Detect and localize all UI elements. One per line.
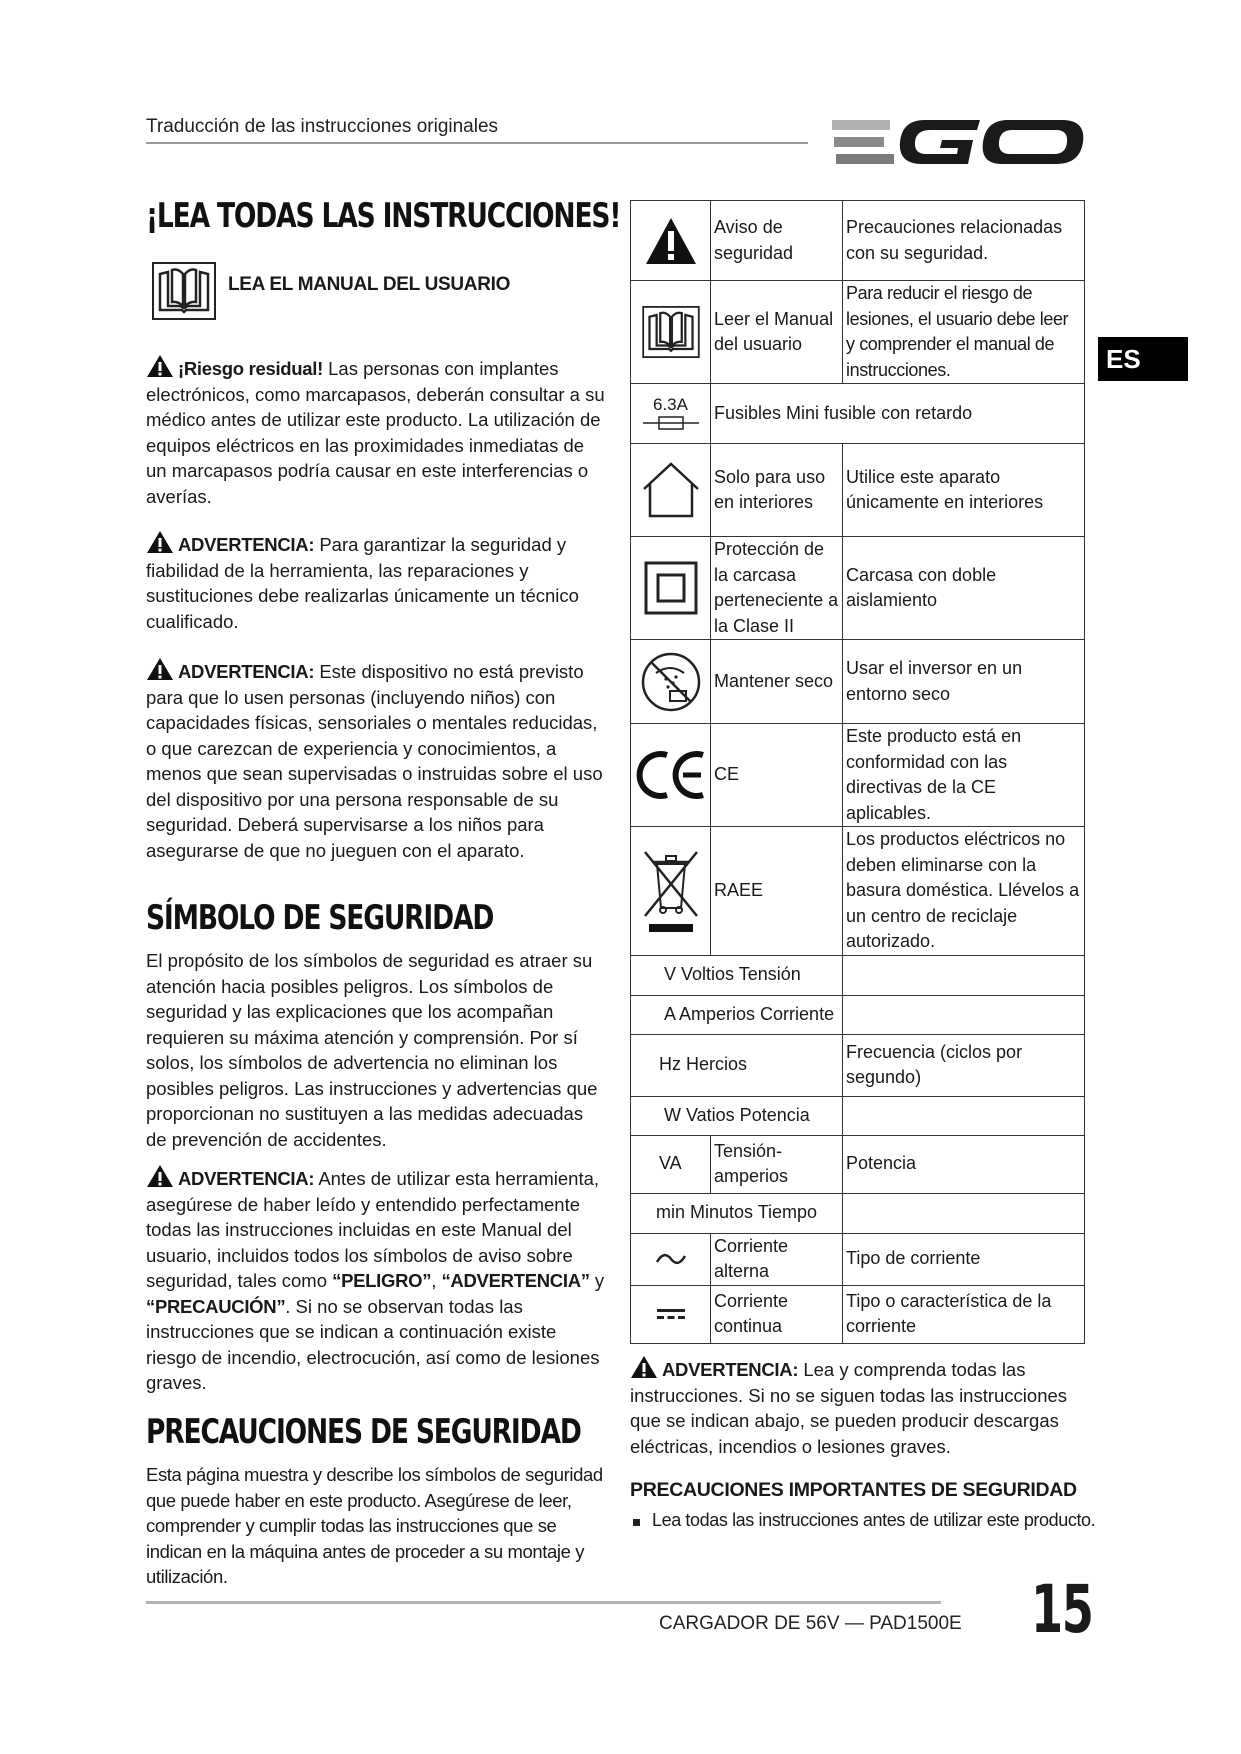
ac-wave-icon <box>654 1250 688 1268</box>
warning-triangle-icon <box>630 1355 658 1379</box>
symbol-name: Leer el Manual del usuario <box>711 281 843 384</box>
residual-text: Las personas con implantes electrónicos, como marcapasos, deberán consultar a su médico antes de utilizar este producto. La utilización de equipos eléctricos en las proximidades inmediatas de un marcapasos podría causar en este interferencias o averías. <box>146 358 605 507</box>
warning-triangle-icon <box>146 1164 174 1188</box>
table-row <box>631 384 1085 444</box>
fuse-icon <box>641 414 701 432</box>
symbol-name: Hz Hercios <box>631 1034 843 1096</box>
page-number: 15 <box>1031 1571 1093 1648</box>
footer-text: CARGADOR DE 56V — PAD1500E <box>659 1613 962 1634</box>
fuse-rating: 6.3A <box>653 394 688 414</box>
conjunction: y <box>594 1270 605 1291</box>
table-icon-cell <box>631 201 711 281</box>
language-tab: ES <box>1098 337 1188 381</box>
table-row <box>631 537 1085 640</box>
symbol-desc: Frecuencia (ciclos por segundo) <box>843 1034 1085 1096</box>
precautions-paragraph: Esta página muestra y describe los símbolos de seguridad que puede haber en este producto. Asegúrese de leer, comprender y cumplir todas las instrucciones que se indican en la máquina antes de proceder a su montaje y utilización. <box>146 1464 603 1587</box>
read-manual-icon <box>152 262 216 320</box>
symbol-name: min Minutos Tiempo <box>631 1193 843 1233</box>
warning-instructions-paragraph <box>630 1355 1085 1459</box>
read-manual-label: LEA EL MANUAL DEL USUARIO <box>228 274 511 295</box>
warning-text: Para garantizar la seguridad y fiabilidad de la herramienta, las reparaciones y sustituciones debe realizarlas únicamente un técnico cualificado. <box>146 534 579 632</box>
symbol-name: Corriente continua <box>711 1285 843 1343</box>
symbol-desc: Tipo de corriente <box>843 1233 1085 1285</box>
table-row <box>631 281 1085 384</box>
indoor-house-icon <box>640 461 702 519</box>
warning-triangle-icon <box>146 657 174 681</box>
residual-risk-paragraph <box>146 354 606 509</box>
table-row <box>631 444 1085 537</box>
symbol-desc <box>843 1193 1085 1233</box>
symbol-paragraph: El propósito de los símbolos de seguridad es atraer su atención hacia posibles peligros. Los símbolos de seguridad y las explicaciones que los acompañan requieren su máxima atención y comprensión. Por sí solos, los símbolos de advertencia no eliminan los posibles peligros. Las instrucciones y advertencias que proporcionan no sustituyen a las medidas adecuadas de prevención de accidentes. <box>146 950 598 1150</box>
warning-text-a: Antes de utilizar esta herramienta, asegúrese de haber leído y entendido perfectamente todas las instrucciones incluidas en este Manual del usuario, incluidos todos los símbolos de aviso sobre seguridad, tales como <box>146 1168 600 1291</box>
table-row <box>631 1285 1085 1343</box>
warning-label: ADVERTENCIA: <box>178 661 315 682</box>
table-row <box>631 1034 1085 1096</box>
table-row <box>631 1096 1085 1135</box>
warning-triangle-icon <box>146 354 174 378</box>
table-row <box>631 201 1085 281</box>
ce-mark-icon <box>635 749 707 801</box>
safety-symbol-table <box>630 200 1085 1344</box>
symbol-name: Mantener seco <box>711 640 843 724</box>
warning-label: ADVERTENCIA: <box>662 1359 799 1380</box>
signal-word-peligro: “PELIGRO” <box>332 1270 432 1291</box>
symbol-name: Protección de la carcasa perteneciente a la Clase II <box>711 537 843 640</box>
title-safety-symbol: SÍMBOLO DE SEGURIDAD <box>146 898 494 938</box>
warning-persons-paragraph <box>146 657 606 863</box>
symbol-desc: Tipo o característica de la corriente <box>843 1285 1085 1343</box>
symbol-desc <box>843 955 1085 995</box>
symbol-name: A Amperios Corriente <box>631 995 843 1034</box>
symbol-abbrev: VA <box>631 1135 711 1193</box>
symbol-desc <box>843 1096 1085 1135</box>
symbol-desc: Carcasa con doble aislamiento <box>843 537 1085 640</box>
warning-read-paragraph <box>146 1164 606 1396</box>
symbol-name: Fusibles Mini fusible con retardo <box>711 384 1085 444</box>
table-row <box>631 1233 1085 1285</box>
warning-text: Lea y comprenda todas las instrucciones. Si no se siguen todas las instrucciones que se indican abajo, se pueden producir descargas eléctricas, incendios o lesiones graves. <box>630 1359 1068 1457</box>
symbol-name: Aviso de seguridad <box>711 201 843 281</box>
symbol-desc: Para reducir el riesgo de lesiones, el usuario debe leer y comprender el manual de instrucciones. <box>843 281 1085 384</box>
symbol-name: Tensión-amperios <box>711 1135 843 1193</box>
symbol-desc: Precauciones relacionadas con su seguridad. <box>843 201 1085 281</box>
header-rule <box>146 142 808 144</box>
warning-label: ADVERTENCIA: <box>178 534 315 555</box>
class-ii-icon <box>643 560 699 616</box>
ego-logo <box>830 112 1090 172</box>
symbol-desc: Utilice este aparato únicamente en interiores <box>843 444 1085 537</box>
symbol-desc: Este producto está en conformidad con las directivas de la CE aplicables. <box>843 724 1085 827</box>
table-row <box>631 640 1085 724</box>
warning-text: Este dispositivo no está previsto para que lo usen personas (incluyendo niños) con capacidades físicas, sensoriales o mentales reducidas, o que carezcan de experiencia y conocimientos, a menos que sean supervisadas o instruidas sobre el uso del dispositivo por una persona responsable de su seguridad. Deberá supervisarse a los niños para asegurarse de que no jueguen con el aparato. <box>146 661 603 861</box>
symbol-name: RAEE <box>711 827 843 956</box>
table-row <box>631 995 1085 1034</box>
keep-dry-icon <box>640 651 702 713</box>
table-row <box>631 1193 1085 1233</box>
warning-triangle-icon <box>146 530 174 554</box>
warning-text-b: . Si no se observan todas las instrucciones que se indican a continuación existe riesgo de incendio, electrocución, así como de lesiones graves. <box>146 1295 600 1393</box>
title-read-instructions: ¡LEA TODAS LAS INSTRUCCIONES! <box>146 196 621 236</box>
dc-icon <box>654 1305 688 1323</box>
symbol-desc: Usar el inversor en un entorno seco <box>843 640 1085 724</box>
table-row <box>631 1135 1085 1193</box>
warning-label: ADVERTENCIA: <box>178 1168 315 1189</box>
list-item: Lea todas las instrucciones antes de utilizar este producto. <box>630 1510 1100 1531</box>
symbol-name: W Vatios Potencia <box>631 1096 843 1135</box>
symbol-desc: Los productos eléctricos no deben eliminarse con la basura doméstica. Llévelos a un centro de reciclaje autorizado. <box>843 827 1085 956</box>
symbol-desc: Potencia <box>843 1135 1085 1193</box>
title-safety-precautions: PRECAUCIONES DE SEGURIDAD <box>146 1412 581 1452</box>
weee-bin-icon <box>639 844 703 938</box>
warning-triangle-icon <box>644 216 698 266</box>
table-row <box>631 724 1085 827</box>
symbol-name: Corriente alterna <box>711 1233 843 1285</box>
header-text: Traducción de las instrucciones originales <box>146 116 499 137</box>
signal-word-advertencia: “ADVERTENCIA” <box>441 1270 590 1291</box>
signal-word-precaucion: “PRECAUCIÓN” <box>146 1295 286 1317</box>
comma: , <box>431 1270 437 1291</box>
residual-label: ¡Riesgo residual! <box>178 358 323 379</box>
warning-repair-paragraph <box>146 530 606 634</box>
important-precautions-title: PRECAUCIONES IMPORTANTES DE SEGURIDAD <box>630 1479 1077 1501</box>
symbol-name: V Voltios Tensión <box>631 955 843 995</box>
symbol-name: CE <box>711 724 843 827</box>
symbol-desc <box>843 995 1085 1034</box>
table-row <box>631 827 1085 956</box>
read-manual-icon <box>642 306 700 358</box>
symbol-name: Solo para uso en interiores <box>711 444 843 537</box>
footer-rule <box>146 1601 941 1604</box>
table-row <box>631 955 1085 995</box>
precautions-list <box>630 1510 1100 1531</box>
